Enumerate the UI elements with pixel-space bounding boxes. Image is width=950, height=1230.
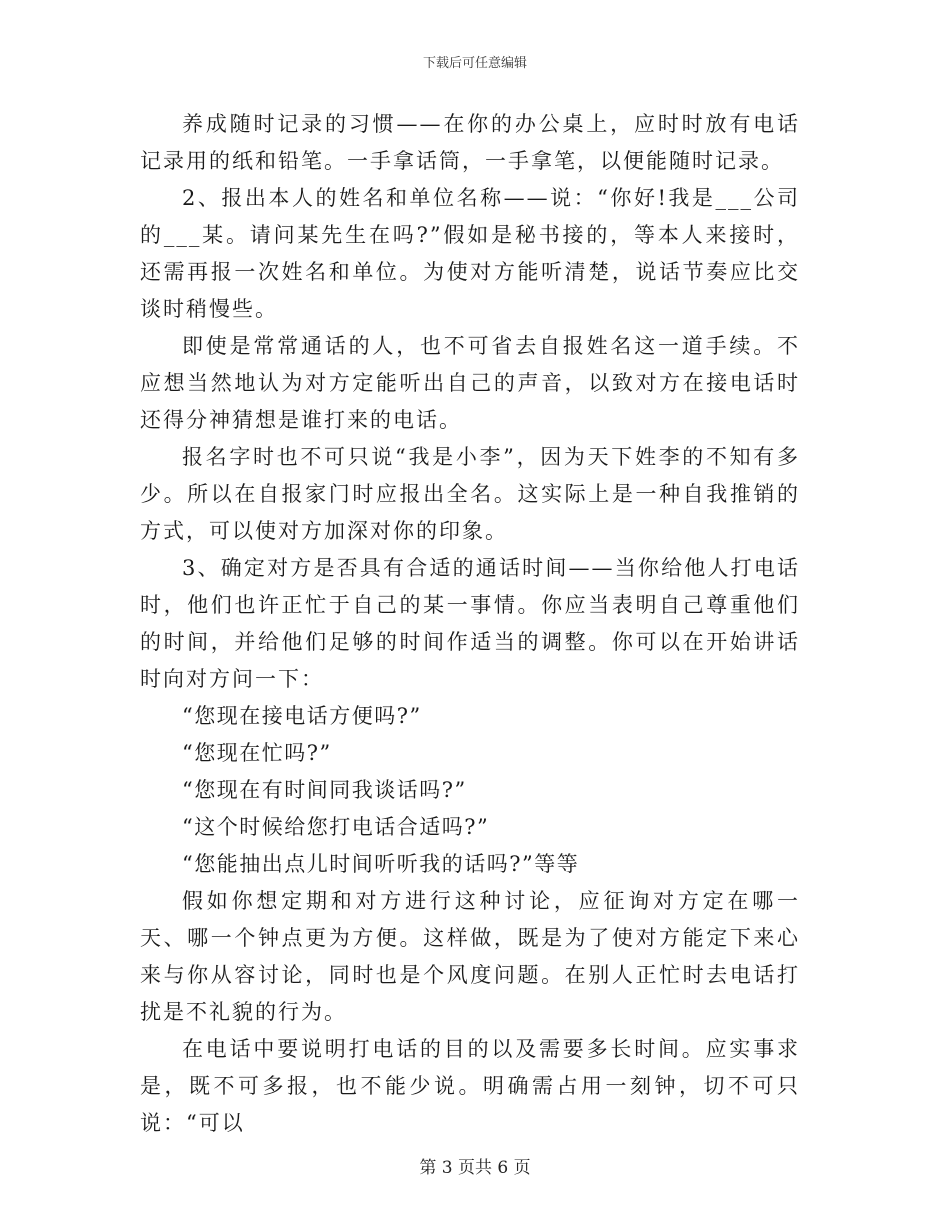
paragraph-record-habit: 养成随时记录的习惯——在你的办公桌上，应时时放有电话记录用的纸和铅笔。一手拿话筒，一手拿笔，以便能随时记录。 bbox=[140, 112, 800, 173]
paragraph-schedule-discussion: 假如你想定期和对方进行这种讨论，应征询对方定在哪一天、哪一个钟点更为方便。这样做，既是为了使对方能定下来心来与你从容讨论，同时也是个风度问题。在别人正忙时去电话打扰是不礼貌的行为。 bbox=[140, 889, 800, 1024]
paragraph-self-introduce: 即使是常常通话的人，也不可省去自报姓名这一道手续。不应想当然地认为对方定能听出自己的声音，以致对方在接电话时还得分神猜想是谁打来的电话。 bbox=[140, 334, 800, 432]
document-body bbox=[140, 106, 800, 1142]
page-header: 下载后可任意编辑 bbox=[422, 56, 527, 71]
quote-line: “这个时候给您打电话合适吗?” bbox=[182, 815, 490, 839]
paragraph-call-purpose: 在电话中要说明打电话的目的以及需要多长时间。应实事求是，既不可多报，也不能少说。明确需占用一刻钟，切不可只说：“可以 bbox=[140, 1037, 800, 1135]
paragraph-confirm-time: 3、确定对方是否具有合适的通话时间——当你给他人打电话时，他们也许正忙于自己的某一事情。你应当表明自己尊重他们的时间，并给他们足够的时间作适当的调整。你可以在开始讲话时向对方问一下： bbox=[140, 556, 800, 691]
paragraph-full-name: 报名字时也不可只说“我是小李”，因为天下姓李的不知有多少。所以在自报家门时应报出全名。这实际上是一种自我推销的方式，可以使对方加深对你的印象。 bbox=[140, 445, 800, 543]
paragraph-report-name: 2、报出本人的姓名和单位名称——说：“你好!我是___公司的___某。请问某先生在吗?”假如是秘书接的，等本人来接时，还需再报一次姓名和单位。为使对方能听清楚，说话节奏应比交谈时稍慢些。 bbox=[140, 186, 800, 321]
quote-line: “您能抽出点儿时间听听我的话吗?”等等 bbox=[182, 852, 580, 876]
quote-line: “您现在有时间同我谈话吗?” bbox=[182, 778, 467, 802]
quote-line: “您现在忙吗?” bbox=[182, 741, 332, 765]
quote-line: “您现在接电话方便吗?” bbox=[182, 704, 422, 728]
page-footer: 第 3 页共 6 页 bbox=[419, 1158, 531, 1178]
